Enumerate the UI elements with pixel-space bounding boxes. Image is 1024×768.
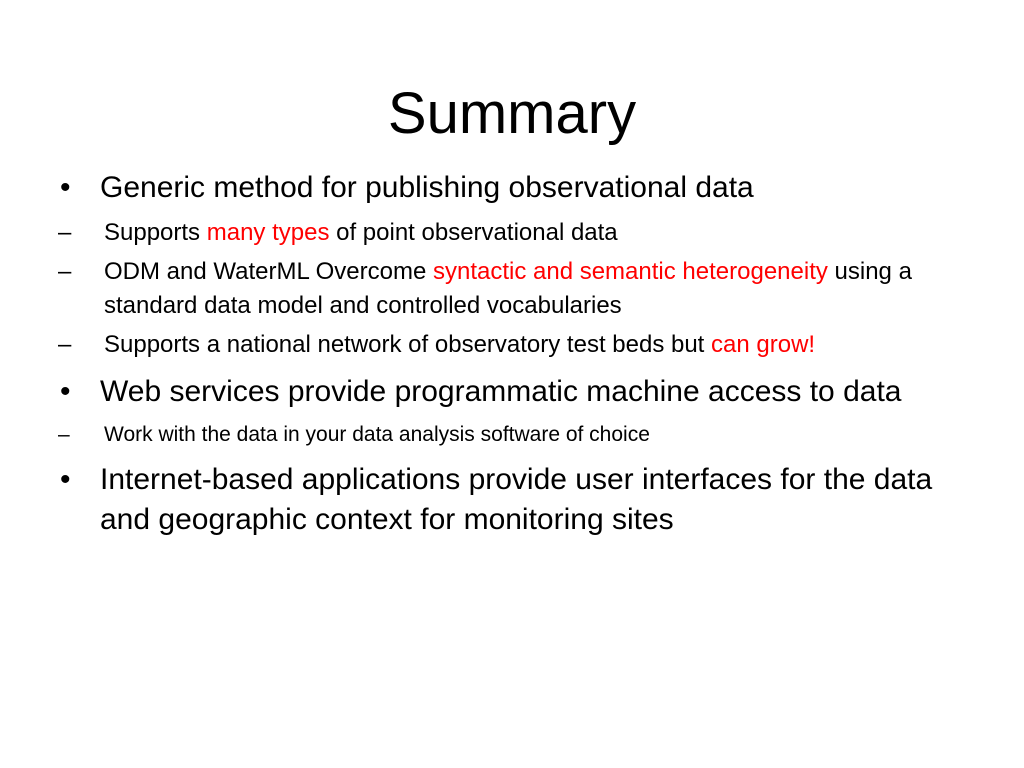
- dash-icon: –: [58, 219, 72, 246]
- sub-bullet-item: [58, 420, 958, 450]
- bullet-icon: •: [60, 171, 71, 204]
- sub-bullet-text: ODM and WaterML Overcome syntactic and semantic heterogeneity using a standard data model and controlled vocabularies: [104, 258, 912, 319]
- sub-bullet-text: Supports many types of point observational data: [104, 219, 618, 246]
- bullet-text: Generic method for publishing observational data: [100, 171, 754, 204]
- sub-bullet-text: Supports a national network of observatory test beds but can grow!: [104, 331, 816, 358]
- highlighted-text: many types: [206, 219, 330, 246]
- sub-list: [58, 216, 958, 362]
- bullet-icon: •: [60, 463, 71, 496]
- sub-bullet-item: [58, 255, 958, 323]
- bullet-item: [58, 460, 958, 540]
- bullet-text: Internet-based applications provide user interfaces for the data and geographic context for monitoring sites: [100, 463, 933, 536]
- sub-bullet-item: [58, 328, 958, 362]
- sub-bullet-text: Work with the data in your data analysis software of choice: [104, 423, 650, 446]
- slide-content: [58, 168, 958, 548]
- bullet-icon: •: [60, 375, 71, 408]
- dash-icon: –: [58, 331, 72, 358]
- slide-title: Summary: [387, 81, 637, 146]
- bullet-item: [58, 168, 958, 208]
- highlighted-text: can grow!: [711, 331, 816, 358]
- bullet-text: Web services provide programmatic machine access to data: [100, 375, 902, 408]
- sub-list: [58, 420, 958, 450]
- dash-icon: –: [58, 258, 72, 285]
- sub-bullet-item: [58, 216, 958, 250]
- bullet-item: [58, 372, 958, 412]
- highlighted-text: syntactic and semantic heterogeneity: [432, 258, 828, 285]
- dash-icon: –: [58, 423, 70, 446]
